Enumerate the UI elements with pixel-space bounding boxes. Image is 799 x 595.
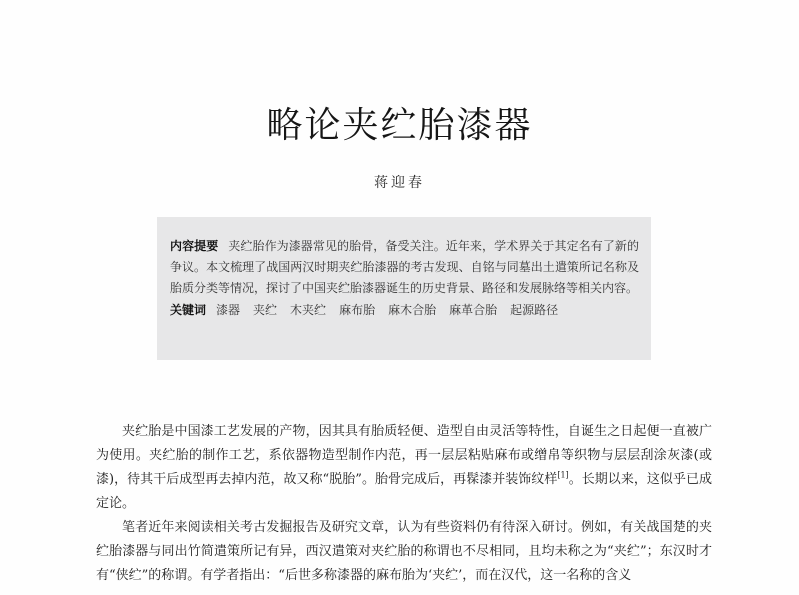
body-paragraph-2: 笔者近年来阅读相关考古发掘报告及研究文章，认为有些资料仍有待深入研讨。例如，有关战国楚的夹纻胎漆器与同出竹简遣策所记有异，西汉遣策对夹纻胎的称谓也不尽相同，且均未称之为“夹纻”；东汉时才有“侠纻”的称谓。有学者指出：“后世多称漆器的麻布胎为‘夹纻’，而在汉代，这一名称的含义 [96,520,712,583]
keyword: 夹纻 [253,303,278,317]
paper-title: 略论夹纻胎漆器 [266,105,533,146]
body-paragraph-1-part-a: 夹纻胎是中国漆工艺发展的产物，因其具有胎质轻便、造型自由灵活等特性，自诞生之日起便一直被广为使用。夹纻胎的制作工艺，系依器物造型制作内范，再一层层粘贴麻布或缯帛等织物与层层刮涂灰漆(或漆)，待其干后成型再去掉内范，故又称“脱胎”。胎骨完成后，再髹漆并装饰纹样 [96,424,712,487]
abstract-text: 夹纻胎作为漆器常见的胎骨，备受关注。近年来，学术界关于其定名有了新的争议。本文梳理了战国两汉时期夹纻胎漆器的考古发现、自铭与同墓出土遣策所记名称及胎质分类等情况，探讨了中国夹纻胎漆器诞生的历史背景、路径和发展脉络等相关内容。 [170,239,639,295]
keyword: 麻革合胎 [449,303,498,317]
body-paragraph-1 [96,420,712,516]
keywords-row [170,300,639,321]
keyword: 麻布胎 [339,303,376,317]
keyword: 木夹纻 [290,303,327,317]
abstract-label: 内容提要 [170,239,219,253]
abstract-box [157,217,651,360]
body-paragraph-1-part-b: 。长期以来，这似乎已成定论。 [96,472,712,511]
author-name: 蒋迎春 [374,175,425,191]
keywords-label: 关键词 [170,303,207,317]
citation-marker: [1] [557,470,569,480]
body-text [96,420,712,588]
keyword: 起源路径 [510,303,559,317]
abstract-paragraph [170,236,639,299]
keyword: 麻木合胎 [388,303,437,317]
keyword: 漆器 [216,303,241,317]
